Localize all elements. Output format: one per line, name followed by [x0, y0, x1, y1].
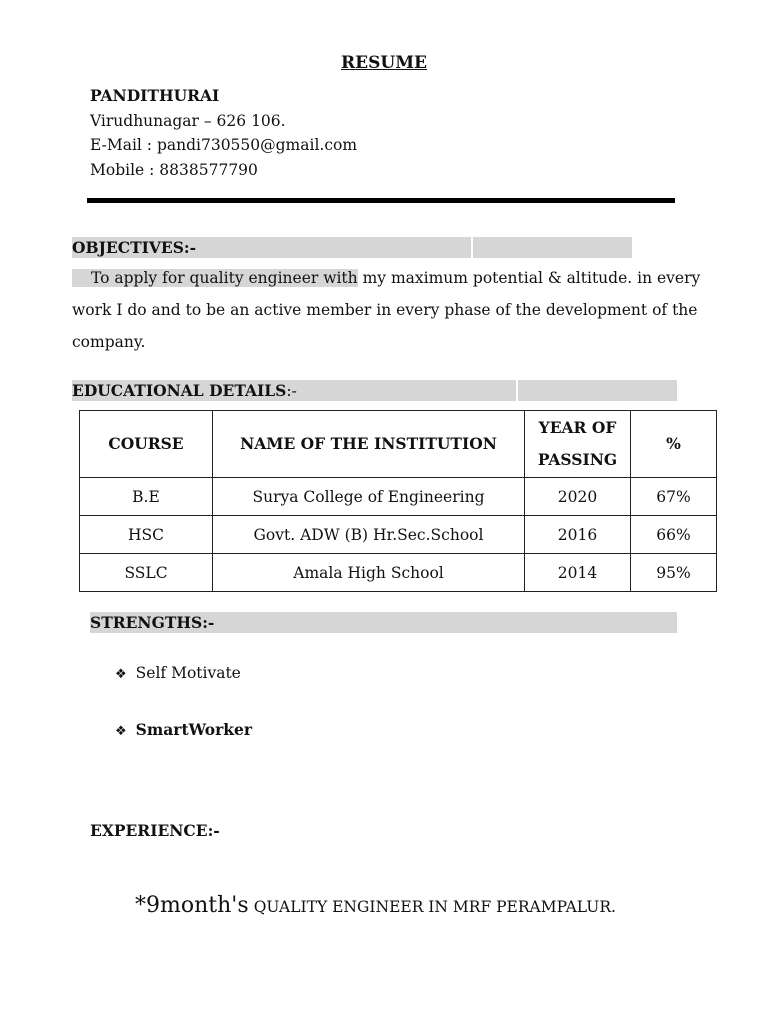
table-row — [80, 478, 717, 516]
objectives-band-extension — [473, 237, 632, 258]
objectives-heading: OBJECTIVES:- — [72, 238, 197, 257]
course-cell: B.E — [80, 478, 213, 516]
header-divider — [87, 198, 675, 203]
year-cell: 2016 — [525, 516, 631, 554]
experience-entry — [135, 893, 616, 918]
diamond-bullet-icon: ❖ — [115, 724, 127, 739]
institution-cell: Surya College of Engineering — [213, 478, 525, 516]
percent-cell: 67% — [631, 478, 717, 516]
objectives-text — [72, 262, 702, 358]
education-table-header — [80, 411, 717, 478]
education-heading — [72, 380, 297, 402]
experience-heading: EXPERIENCE:- — [90, 821, 220, 840]
column-header-percent: % — [631, 411, 717, 478]
percent-cell: 95% — [631, 554, 717, 592]
email: E-Mail : pandi730550@gmail.com — [90, 136, 358, 154]
resume-title: RESUME — [341, 53, 427, 73]
education-heading-suffix: :- — [286, 382, 297, 400]
table-row — [80, 554, 717, 592]
column-header-year: YEAR OF PASSING — [525, 411, 631, 478]
objectives-text-highlighted: To apply for quality engineer with — [72, 269, 358, 287]
candidate-name: PANDITHURAI — [90, 86, 220, 105]
percent-cell: 66% — [631, 516, 717, 554]
course-cell: HSC — [80, 516, 213, 554]
list-item — [115, 720, 252, 739]
course-cell: SSLC — [80, 554, 213, 592]
institution-cell: Amala High School — [213, 554, 525, 592]
strengths-heading: STRENGTHS:- — [90, 613, 215, 632]
objectives-text-rest: my maximum potential & altitude. in every work I do and to be an active member in every phase of the development of the company. — [72, 269, 701, 351]
column-header-institution: NAME OF THE INSTITUTION — [213, 411, 525, 478]
experience-role: QUALITY ENGINEER IN MRF PERAMPALUR. — [253, 898, 616, 916]
mobile: Mobile : 8838577790 — [90, 160, 258, 179]
table-row — [80, 516, 717, 554]
strength-text: SmartWorker — [135, 720, 253, 739]
experience-duration: *9month's — [135, 893, 249, 918]
address: Virudhunagar – 626 106. — [90, 111, 286, 130]
column-header-course: COURSE — [80, 411, 213, 478]
strength-text: Self Motivate — [135, 664, 241, 682]
contact-block — [90, 84, 357, 182]
institution-cell: Govt. ADW (B) Hr.Sec.School — [213, 516, 525, 554]
year-cell: 2020 — [525, 478, 631, 516]
year-cell: 2014 — [525, 554, 631, 592]
education-band-extension — [518, 380, 677, 401]
list-item — [115, 664, 241, 682]
education-table — [79, 410, 717, 592]
education-heading-text: EDUCATIONAL DETAILS — [72, 381, 287, 400]
diamond-bullet-icon: ❖ — [115, 667, 127, 682]
